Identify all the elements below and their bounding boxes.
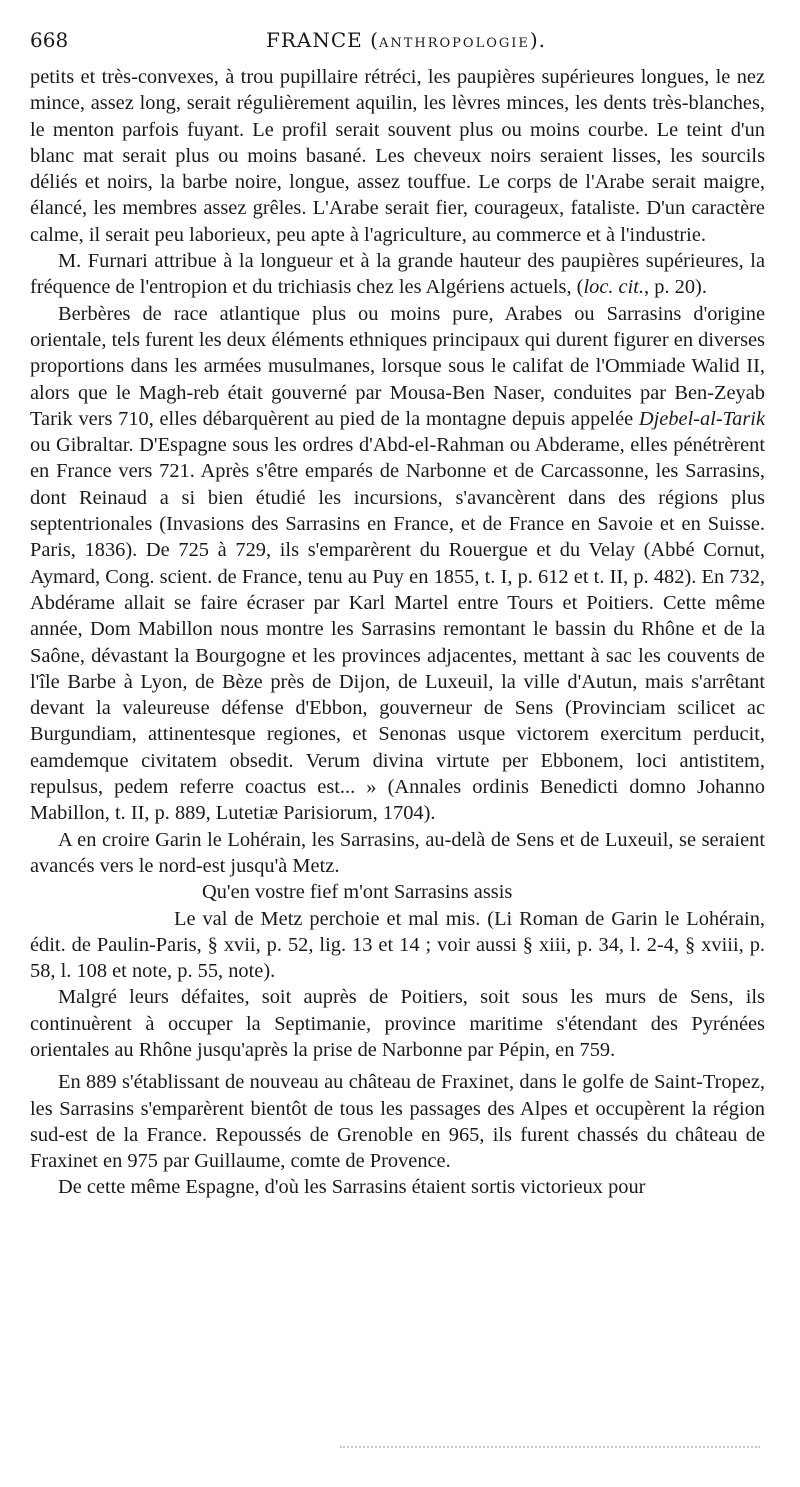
running-header xyxy=(30,28,765,56)
running-title-end: ). xyxy=(529,28,547,52)
running-title-main: FRANCE ( xyxy=(266,28,379,52)
paragraph-3 xyxy=(30,301,765,827)
body-text xyxy=(30,64,765,1201)
paragraph-5: Malgré leurs défaites, soit auprès de Poitiers, soit sous les murs de Sens, ils continuèrent à occuper la Septimanie, province maritime s'étendant des Pyrénées orientales au Rhône jusqu'après la prise de Narbonne par Pépin, en 759. xyxy=(30,986,765,1061)
paragraph-6: En 889 s'établissant de nouveau au château de Fraxinet, dans le golfe de Saint-Tropez, les Sarrasins s'emparèrent bientôt de tous les passages des Alpes et occupèrent la région sud-est de la France. Repoussés de Grenoble en 965, ils furent chassés du château de Fraxinet en 975 par Guillaume, comte de Provence. xyxy=(30,1071,765,1173)
paragraph-3-place-name: Djebel-al-Tarik xyxy=(638,407,765,430)
paragraph-3-part-a: Berbères de race atlantique plus ou moins pure, Arabes ou Sarrasins d'origine orientale, tels furent les deux éléments ethniques principaux qui durent figurer en diverses proportions dans les armées musulmanes, lorsque sous le califat de l'Ommiade Walid II, alors que le Magh-reb était gouverné par Mousa-Ben Naser, conduites par Ben-Zeyab Tarik vers 710, elles débarquèrent au pied de la montagne depuis appelée xyxy=(30,302,765,430)
paragraph-2-text: M. Furnari attribue à la longueur et à la grande hauteur des paupières supérieures, la fréquence de l'entropion et du trichiasis chez les Algériens actuels, ( xyxy=(30,250,765,299)
page-number: 668 xyxy=(30,28,69,52)
verse-line-1: Qu'en vostre fief m'ont Sarrasins assis xyxy=(202,881,513,904)
footer-rule xyxy=(340,1446,760,1448)
paragraph-1: petits et très-convexes, à trou pupillaire rétréci, les paupières supérieures longues, le nez mince, assez long, serait régulièrement aquilin, les lèvres minces, les dents très-blanches, le menton parfois fuyant. Le profil serait souvent plus ou moins courbe. Le teint d'un blanc mat serait plus ou moins basané. Les cheveux noirs seraient lisses, les sourcils déliés et noirs, la barbe noire, longue, assez touffue. Le corps de l'Arabe serait maigre, élancé, les membres assez grêles. L'Arabe serait fier, courageux, fataliste. D'un caractère calme, il serait peu laborieux, peu apte à l'agriculture, au commerce et à l'industrie. xyxy=(30,66,765,246)
paragraph-3-part-b: ou Gibraltar. D'Espagne sous les ordres d'Abd-el-Rahman ou Abderame, elles pénétrèrent en France vers 721. Après s'être emparés de Narbonne et de Carcassonne, les Sarrasins, dont Reinaud a si bien étudié les incursions, s'avancèrent dans des régions plus septentrionales (Invasions des Sarrasins en France, et de France en Savoie et en Suisse. Paris, 1836). De 725 à 729, ils s'emparèrent du Rouergue et du Velay (Abbé Cornut, Aymard, Cong. scient. de France, tenu au Puy en 1855, t. I, p. 612 et t. II, p. 482). En 732, Abdérame allait se faire écraser par Karl Martel entre Tours et Poitiers. Cette même année, Dom Mabillon nous montre les Sarrasins remontant le bassin du Rhône et de la Saône, dévastant la Bourgogne et les provinces adjacentes, mettant à sac les couvents de l'île Barbe à Lyon, de Bèze près de Dijon, de Luxeuil, la ville d'Autun, mais s'arrêtant devant la valeureuse défense d'Ebbon, gouverneur de Sens (Provinciam scilicet ac Burgundiam, attinentesque regiones, et Senonas usque victorem exercitum perducit, eamdemque civitatem obsedit. Verum divina virtute per Ebbonem, loci antistitem, repulsus, pedem referre coactus est... » (Annales ordinis Benedicti domno Johanno Mabillon, t. II, p. 889, Lutetiæ Parisiorum, 1704). xyxy=(30,434,765,825)
running-title-subject: ANTHROPOLOGIE xyxy=(378,36,530,51)
paragraph-7: De cette même Espagne, d'où les Sarrasins étaient sortis victorieux pour xyxy=(58,1176,646,1199)
running-title xyxy=(266,28,546,52)
verse-line-2: Le val de Metz perchoie et mal mis. (Li Roman de Garin le Lohérain, édit. de Paulin-Paris, § xvii, p. 52, lig. 13 et 14 ; voir aussi § xiii, p. 34, l. 2-4, § xviii, p. 58, l. 108 et note, p. 55, note). xyxy=(30,907,765,983)
paragraph-2-end: , p. 20). xyxy=(644,276,707,299)
paragraph-2 xyxy=(30,248,765,301)
paragraph-2-citation: loc. cit. xyxy=(583,276,645,299)
paragraph-4: A en croire Garin le Lohérain, les Sarrasins, au-delà de Sens et de Luxeuil, se seraient avancés vers le nord-est jusqu'à Metz. xyxy=(30,828,765,877)
